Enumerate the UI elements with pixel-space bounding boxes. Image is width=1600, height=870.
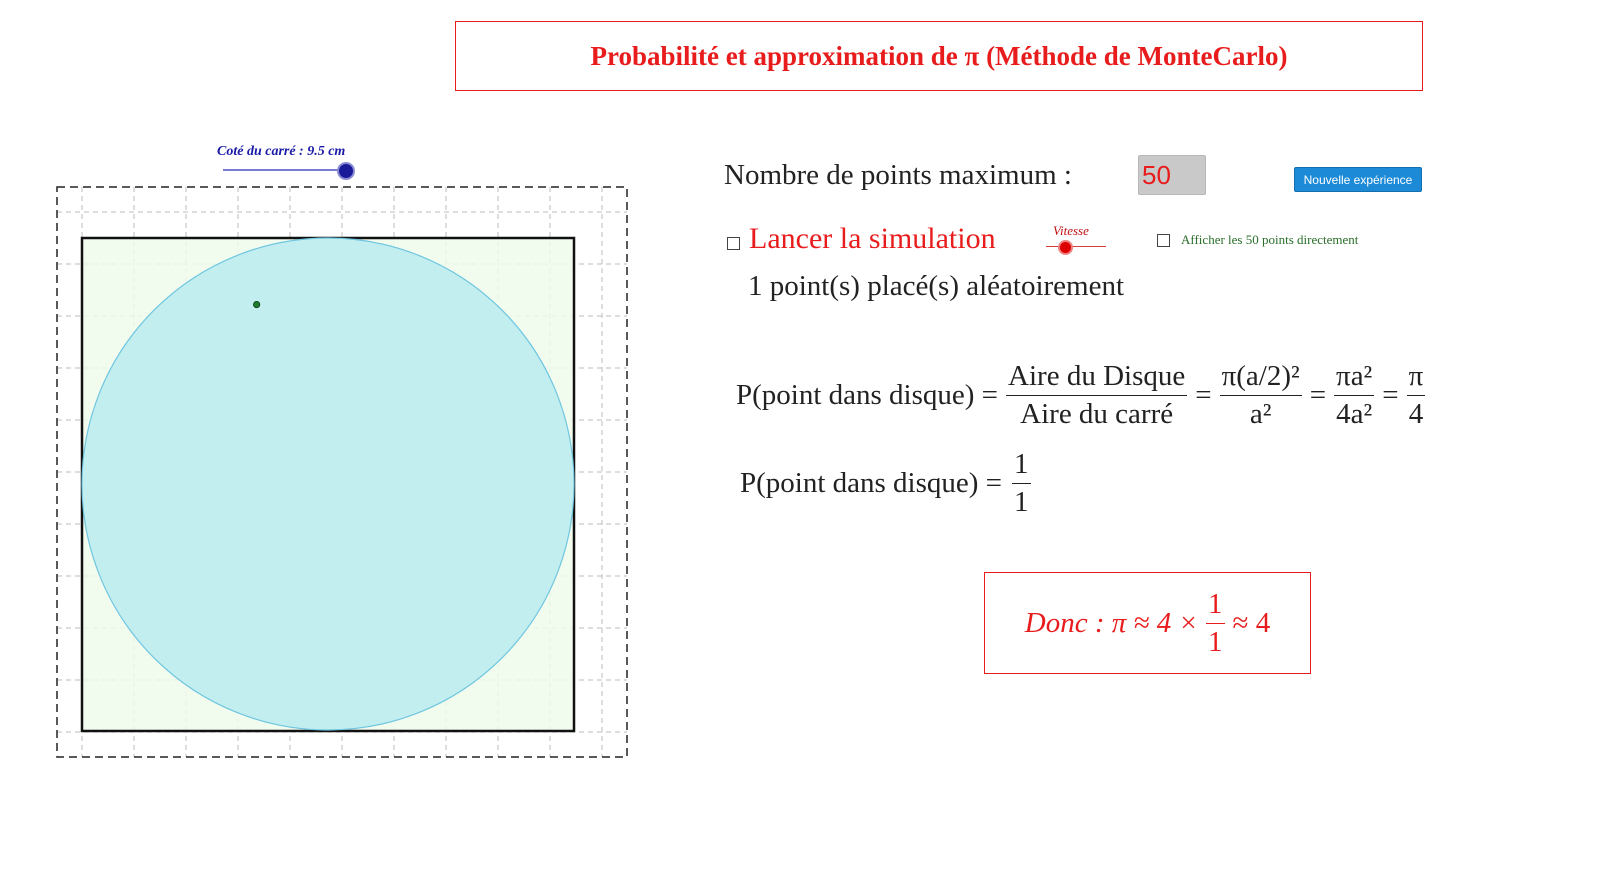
pi-approximation-conclusion bbox=[984, 572, 1311, 674]
pi-a2-fraction bbox=[1334, 360, 1374, 431]
side-slider-track[interactable] bbox=[223, 169, 348, 171]
run-simulation-checkbox[interactable] bbox=[727, 237, 740, 250]
show-all-points-label[interactable]: Afficher les 50 points directement bbox=[1181, 232, 1359, 247]
formula-lhs: P(point dans disque) = bbox=[736, 379, 999, 411]
speed-slider-handle[interactable] bbox=[1058, 240, 1073, 255]
conclusion-result: ≈ 4 bbox=[1232, 606, 1271, 639]
estimate-lhs: P(point dans disque) = bbox=[740, 467, 1003, 499]
conclusion-fraction bbox=[1206, 588, 1225, 659]
max-points-label: Nombre de points maximum : bbox=[724, 159, 1072, 191]
conclusion-prefix: Donc : π ≈ 4 × bbox=[1024, 606, 1199, 639]
equals-sign: = bbox=[1382, 379, 1399, 411]
estimate-numerator: 1 bbox=[1012, 448, 1031, 484]
pi-half-fraction bbox=[1220, 360, 1302, 431]
max-points-input[interactable]: 50 bbox=[1138, 155, 1206, 195]
speed-slider-track[interactable] bbox=[1046, 246, 1106, 247]
pi-over-four-numerator: π bbox=[1407, 360, 1426, 396]
probability-formula bbox=[736, 360, 1425, 431]
random-points bbox=[253, 301, 259, 307]
conclusion-numerator: 1 bbox=[1206, 588, 1225, 624]
side-slider-handle[interactable] bbox=[337, 162, 355, 180]
pi-a2-denominator: 4a² bbox=[1336, 398, 1373, 430]
run-simulation-label[interactable]: Lancer la simulation bbox=[749, 222, 996, 255]
random-point bbox=[253, 301, 259, 307]
area-ratio-fraction bbox=[1006, 360, 1187, 431]
inscribed-disk bbox=[82, 238, 574, 730]
speed-label: Vitesse bbox=[1053, 223, 1089, 238]
area-ratio-numerator: Aire du Disque bbox=[1006, 360, 1187, 396]
points-placed-text: 1 point(s) placé(s) aléatoirement bbox=[748, 270, 1125, 302]
pi-over-four-fraction bbox=[1407, 360, 1426, 431]
side-slider-label: Coté du carré : 9.5 cm bbox=[217, 144, 346, 159]
conclusion-denominator: 1 bbox=[1208, 625, 1223, 658]
equals-sign: = bbox=[1195, 379, 1212, 411]
pi-half-numerator: π(a/2)² bbox=[1220, 360, 1302, 396]
show-all-points-checkbox[interactable] bbox=[1157, 234, 1170, 247]
equals-sign: = bbox=[1309, 379, 1327, 411]
estimate-fraction bbox=[1012, 448, 1031, 519]
geometry-canvas[interactable] bbox=[55, 185, 630, 760]
new-experiment-button[interactable]: Nouvelle expérience bbox=[1294, 167, 1422, 192]
estimate-denominator: 1 bbox=[1014, 486, 1029, 518]
area-ratio-denominator: Aire du carré bbox=[1020, 398, 1174, 430]
page-title: Probabilité et approximation de π (Méthode de MonteCarlo) bbox=[455, 21, 1423, 91]
pi-half-denominator: a² bbox=[1249, 398, 1272, 430]
pi-a2-numerator: πa² bbox=[1334, 360, 1374, 396]
probability-estimate bbox=[740, 448, 1031, 519]
pi-over-four-denominator: 4 bbox=[1408, 398, 1424, 430]
